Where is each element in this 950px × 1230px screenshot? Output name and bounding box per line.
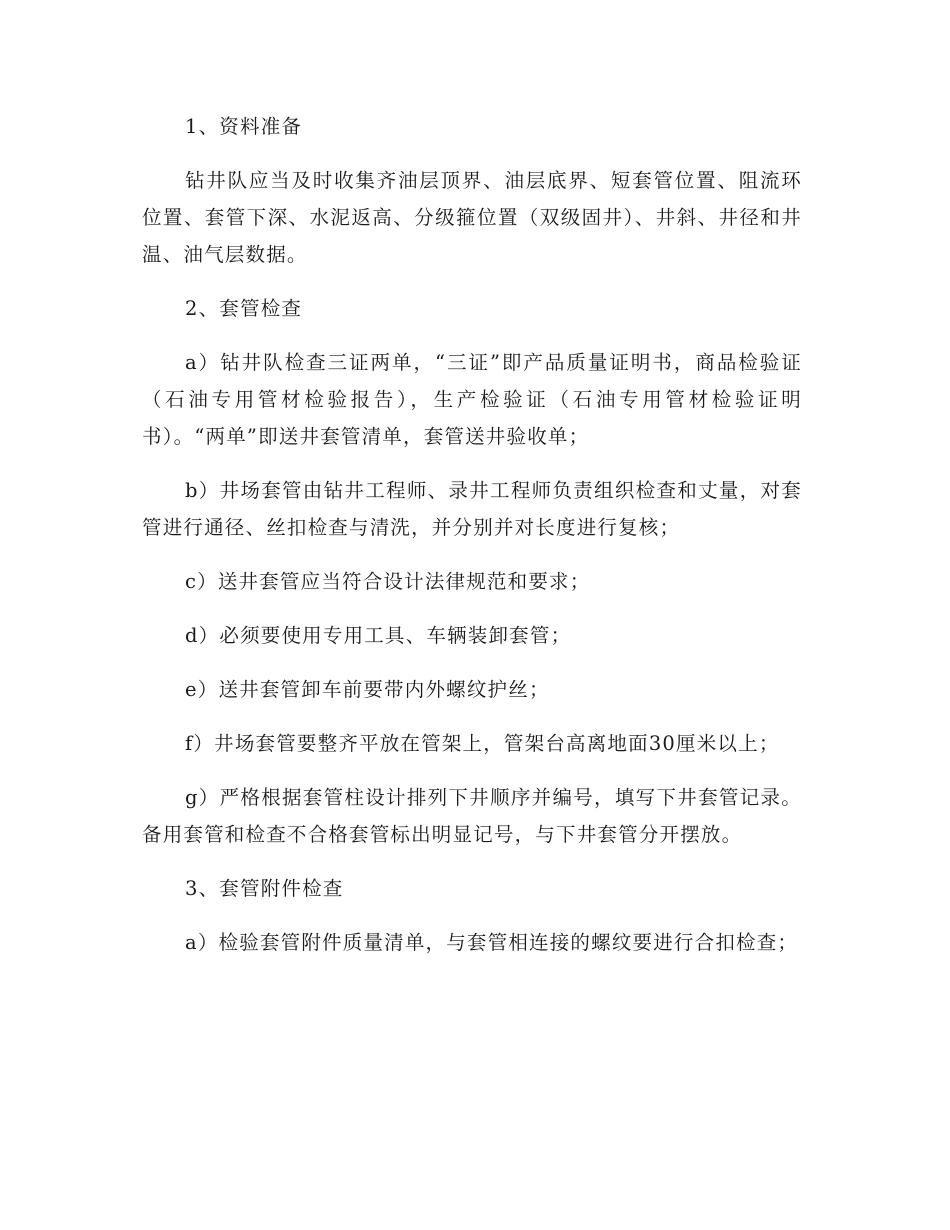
section-heading-1: 1、资料准备 [185,115,303,138]
document-body [142,108,802,978]
paragraph-data-preparation: 钻井队应当及时收集齐油层顶界、油层底界、短套管位置、阻流环位置、套管下深、水泥返高、分级箍位置（双级固井）、井斜、井径和井温、油气层数据。 [142,169,802,266]
section-heading-2: 2、套管检查 [185,297,303,320]
list-item-c: c）送井套管应当符合设计法律规范和要求； [185,570,591,593]
list-item-b: b）井场套管由钻井工程师、录井工程师负责组织检查和丈量，对套管进行通径、丝扣检查与清洗，并分别并对长度进行复核； [142,479,802,539]
list-item-d: d）必须要使用专用工具、车辆装卸套管； [185,624,572,647]
list-item-f: f）井场套管要整齐平放在管架上，管架台高离地面30厘米以上； [185,732,780,755]
section-heading-3: 3、套管附件检查 [185,877,344,900]
list-item-a: a）钻井队检查三证两单，“三证”即产品质量证明书，商品检验证（石油专用管材检验报告），生产检验证（石油专用管材检验证明书）。“两单”即送井套管清单，套管送井验收单； [142,351,802,448]
list-item-a-accessories: a）检验套管附件质量清单，与套管相连接的螺纹要进行合扣检查； [185,931,799,954]
list-item-e: e）送井套管卸车前要带内外螺纹护丝； [185,678,550,701]
list-item-g: g）严格根据套管柱设计排列下井顺序并编号，填写下井套管记录。备用套管和检查不合格套管标出明显记号，与下井套管分开摆放。 [142,786,802,846]
